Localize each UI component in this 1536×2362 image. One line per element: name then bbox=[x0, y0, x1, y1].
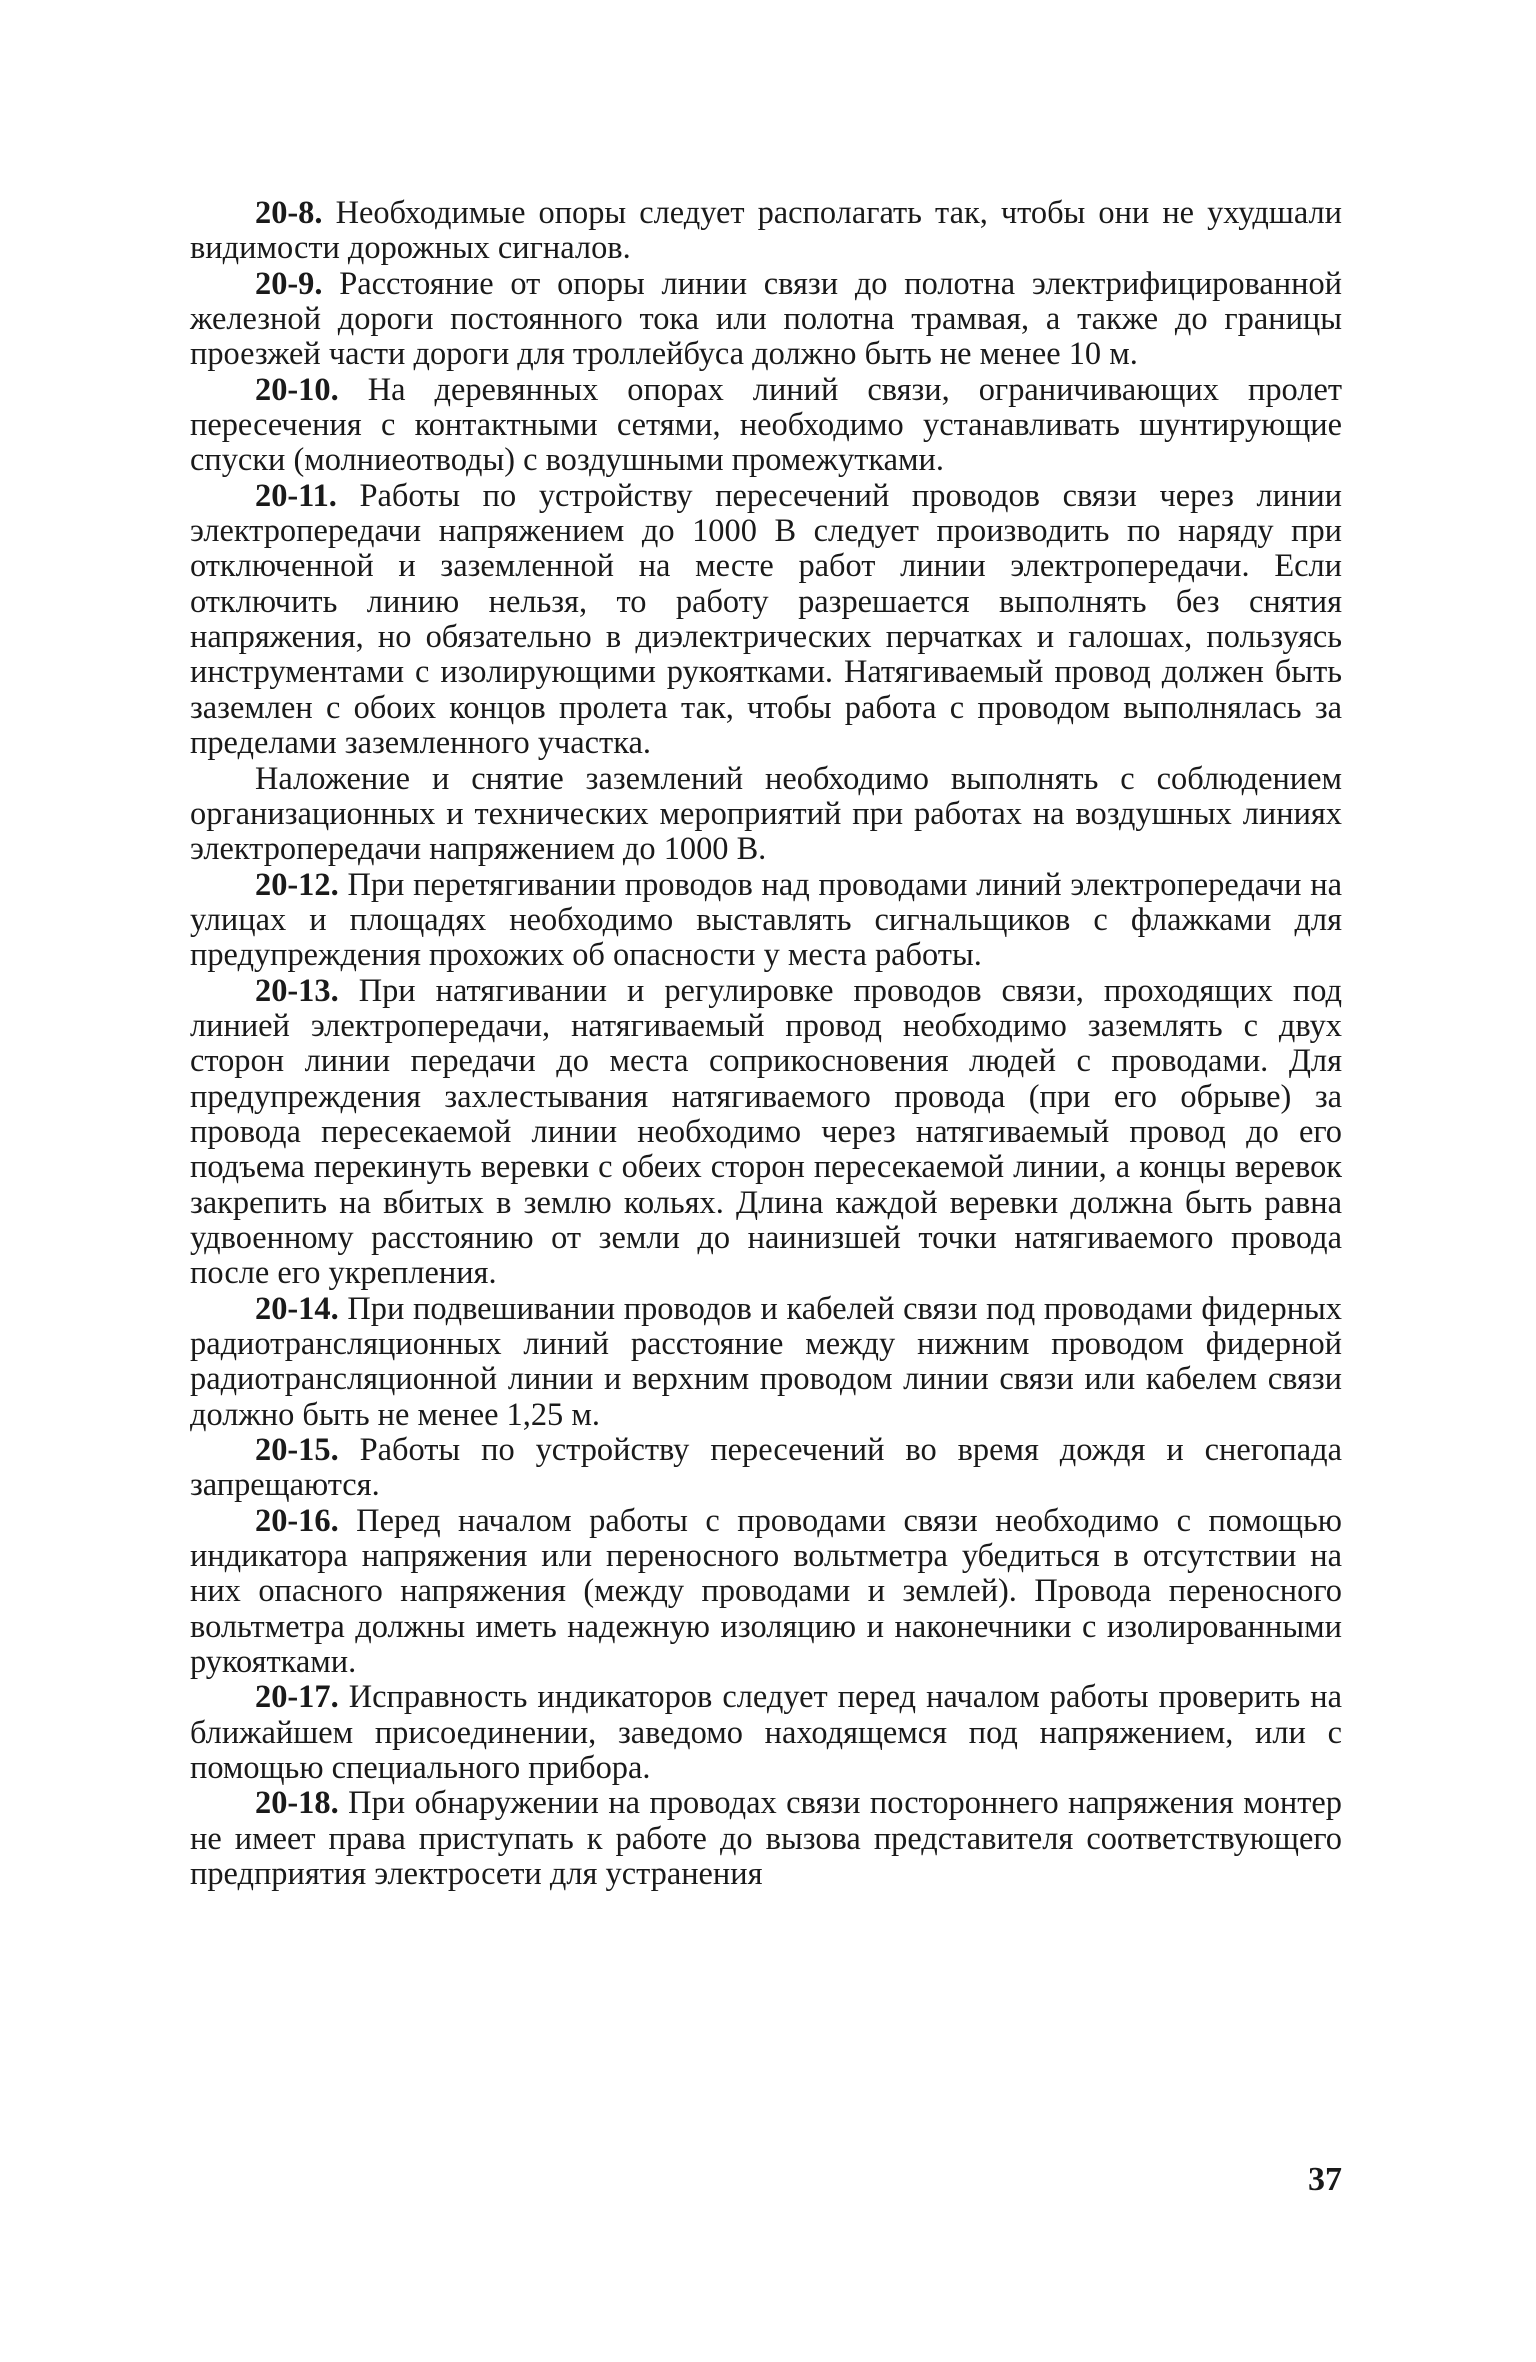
clause-number: 20-17. bbox=[255, 1679, 339, 1716]
clause-text: Наложение и снятие заземлений необходимо выполнять с соблюдением организационных и технических мероприятий при работах на воздушных линиях электропередачи напряжением до 1000 В. bbox=[190, 760, 1342, 868]
paragraph-20-16 bbox=[190, 1504, 1342, 1681]
clause-text: При обнаружении на проводах связи постороннего напряжения монтер не имеет права приступать к работе до вызова представителя соответствующего предприятия электросети для устранения bbox=[190, 1785, 1342, 1893]
clause-text: Расстояние от опоры линии связи до полотна электрифицированной железной дороги постоянного тока или полотна трамвая, а также до границы проезжей части дороги для троллейбуса должно быть не менее 10 м. bbox=[190, 265, 1342, 373]
paragraph-20-11-continued bbox=[190, 762, 1342, 868]
clause-number: 20-11. bbox=[255, 477, 337, 514]
clause-number: 20-8. bbox=[255, 195, 323, 231]
clause-number: 20-16. bbox=[255, 1502, 339, 1539]
clause-text: Перед началом работы с проводами связи необходимо с помощью индикатора напряжения или переносного вольтметра убедиться в отсутствии на них опасного напряжения (между проводами и землей). Провода переносного вольтметра должны иметь надежную изоляцию и наконечники с изолированными рукоятками. bbox=[190, 1502, 1342, 1681]
page-number: 37 bbox=[1308, 2161, 1342, 2198]
clause-text: При перетягивании проводов над проводами линий электропередачи на улицах и площадях необходимо выставлять сигнальщиков с флажками для предупреждения прохожих об опасности у места работы. bbox=[190, 866, 1342, 974]
clause-text: На деревянных опорах линий связи, ограничивающих пролет пересечения с контактными сетями, необходимо устанавливать шунтирующие спуски (молниеотводы) с воздушными промежутками. bbox=[190, 371, 1342, 479]
clause-number: 20-13. bbox=[255, 972, 339, 1009]
paragraph-20-18 bbox=[190, 1786, 1342, 1892]
paragraph-20-10 bbox=[190, 373, 1342, 479]
paragraph-20-11 bbox=[190, 479, 1342, 762]
clause-number: 20-15. bbox=[255, 1432, 339, 1469]
paragraph-20-15 bbox=[190, 1433, 1342, 1504]
clause-text: Работы по устройству пересечений во время дождя и снегопада запрещаются. bbox=[190, 1432, 1342, 1504]
paragraph-20-13 bbox=[190, 974, 1342, 1292]
document-body bbox=[190, 196, 1342, 1893]
paragraph-20-8 bbox=[190, 196, 1342, 267]
paragraph-20-12 bbox=[190, 868, 1342, 974]
clause-text: При подвешивании проводов и кабелей связи под проводами фидерных радиотрансляционных линий расстояние между нижним проводом фидерной радиотрансляционной линии и верхним проводом линии связи или кабелем связи должно быть не менее 1,25 м. bbox=[190, 1290, 1342, 1433]
paragraph-20-14 bbox=[190, 1292, 1342, 1433]
clause-number: 20-18. bbox=[255, 1785, 339, 1822]
clause-number: 20-10. bbox=[255, 371, 339, 408]
clause-text: Необходимые опоры следует располагать так, чтобы они не ухудшали видимости дорожных сигналов. bbox=[190, 195, 1342, 267]
paragraph-20-9 bbox=[190, 267, 1342, 373]
clause-text: Работы по устройству пересечений проводов связи через линии электропередачи напряжением до 1000 В следует производить по наряду при отключенной и заземленной на месте работ линии электропередачи. Если отключить линию нельзя, то работу разрешается выполнять без снятия напряжения, но обязательно в диэлектрических перчатках и галошах, пользуясь инструментами с изолирующими рукоятками. Натягиваемый провод должен быть заземлен с обоих концов пролета так, чтобы работа с проводом выполнялась за пределами заземленного участка. bbox=[190, 477, 1342, 762]
clause-number: 20-14. bbox=[255, 1290, 339, 1327]
clause-number: 20-9. bbox=[255, 265, 323, 302]
clause-text: При натягивании и регулировке проводов связи, проходящих под линией электропередачи, натягиваемый провод необходимо заземлять с двух сторон линии передачи до места соприкосновения людей с проводами. Для предупреждения захлестывания натягиваемого провода (при его обрыве) за провода пересекаемой линии необходимо через натягиваемый провод до его подъема перекинуть веревки с обеих сторон пересекаемой линии, а концы веревок закрепить на вбитых в землю кольях. Длина каждой веревки должна быть равна удвоенному расстоянию от земли до наинизшей точки натягиваемого провода после его укрепления. bbox=[190, 972, 1342, 1292]
clause-text: Исправность индикаторов следует перед началом работы проверить на ближайшем присоединении, заведомо находящемся под напряжением, или с помощью специального прибора. bbox=[190, 1679, 1343, 1787]
clause-number: 20-12. bbox=[255, 866, 339, 903]
paragraph-20-17 bbox=[190, 1680, 1342, 1786]
